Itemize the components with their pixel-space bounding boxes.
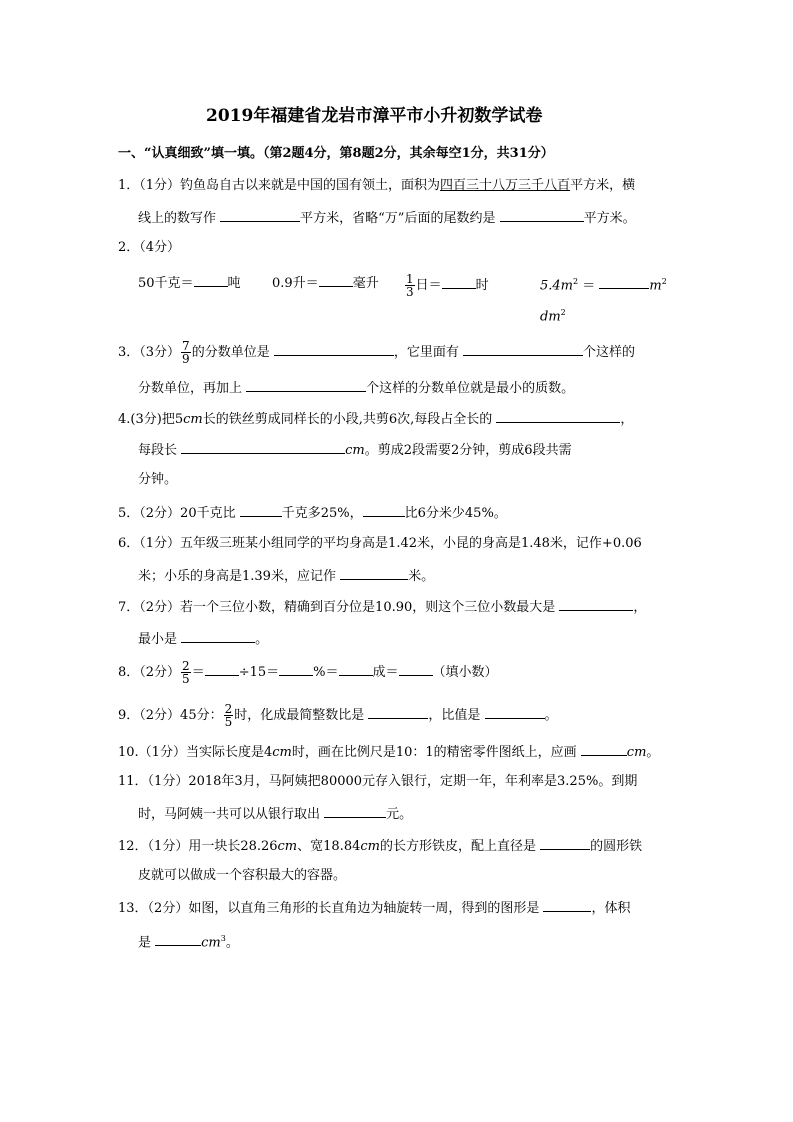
q4-text: 长的铁丝剪成同样长的小段,共剪6次,每段占全长的: [202, 412, 493, 427]
question-8: [118, 660, 498, 685]
q13-unit: cm: [201, 935, 221, 951]
answer-blank[interactable]: [599, 275, 649, 289]
q1-text-a: 1．（1分）钓鱼岛自古以来就是中国的国有领土，面积为: [118, 178, 441, 193]
question-13-line-1: [118, 898, 630, 918]
question-4-line-3: [138, 471, 177, 489]
question-2-part-2: [272, 273, 379, 293]
q10-unit: cm: [272, 745, 292, 760]
question-4-line-1: [118, 409, 633, 429]
q4-text: 每段长: [138, 443, 178, 458]
q8-label: 8．（2分）: [118, 665, 181, 680]
fraction-denominator: 5: [182, 672, 190, 686]
answer-blank[interactable]: [246, 378, 366, 392]
q4-unit: cm: [183, 412, 203, 427]
fraction: [181, 340, 191, 365]
question-13-line-2: [138, 930, 239, 952]
q1-text-d: 平方米，省略“万”后面的尾数约是: [300, 211, 496, 226]
q12-unit: cm: [360, 839, 380, 854]
fraction: [405, 273, 415, 298]
q2-text: ＝: [582, 278, 596, 294]
question-7-line-1: [118, 597, 646, 617]
superscript: 2: [560, 308, 566, 317]
q13-text: 13．（2分）如图，以直角三角形的长直角边为轴旋转一周，得到的图形是: [118, 901, 540, 916]
q3-text: 分数单位，再加上: [138, 381, 243, 396]
answer-blank[interactable]: [155, 932, 201, 946]
q13-text: ，体积: [591, 901, 631, 916]
fraction-denominator: 9: [182, 352, 190, 366]
fraction-numerator: 1: [406, 272, 414, 286]
question-6-line-2: [138, 566, 434, 586]
answer-blank[interactable]: [368, 705, 428, 719]
question-7-line-2: [138, 629, 268, 649]
q8-text: %＝: [313, 665, 339, 680]
q9-text: 。: [544, 708, 558, 723]
question-2-label: 2．（4分）: [118, 240, 181, 255]
question-10: 10.（1分）当实际长度是4cm时，画在比例尺是10：1的精密零件图纸上，应画 cm。: [118, 742, 659, 762]
question-1-line-1: [118, 177, 635, 195]
q9-text: ，比值是: [428, 708, 481, 723]
answer-blank[interactable]: [181, 629, 255, 643]
superscript: 2: [661, 277, 667, 286]
q4-text: ，: [620, 412, 634, 427]
q1-underlined-number: 四百三十八万三千八百: [440, 178, 571, 193]
q2-unit: m: [649, 278, 662, 294]
fraction: [181, 660, 191, 685]
q4-unit: cm: [345, 443, 365, 458]
q3-label: 3．（3分）: [118, 345, 181, 360]
answer-blank[interactable]: [442, 275, 476, 289]
answer-blank[interactable]: [399, 662, 433, 676]
answer-blank[interactable]: [339, 662, 373, 676]
answer-blank[interactable]: [363, 503, 405, 517]
question-5: [118, 503, 507, 523]
q12-text: 的长方形铁皮，配上直径是: [379, 839, 536, 854]
answer-blank[interactable]: [324, 804, 386, 818]
q9-text: 9．（2分）45分：: [118, 708, 223, 723]
question-2-part-1: [138, 273, 241, 293]
q10-text: 10.（1分）当实际长度是4: [118, 745, 273, 760]
q10-text: 时，画在比例尺是10：1的精密零件图纸上，应画: [291, 745, 577, 760]
fraction-denominator: 5: [224, 715, 233, 729]
question-12-line-1: [118, 836, 642, 856]
q4-text: 。剪成2段需要2分钟，剪成6段共需: [364, 443, 572, 458]
q12-text: 、宽18.84: [297, 839, 361, 854]
q12-text: 的圆形铁: [590, 839, 643, 854]
answer-blank[interactable]: [581, 742, 627, 756]
q1-text-c: 线上的数写作: [138, 211, 217, 226]
answer-blank[interactable]: [319, 273, 353, 287]
question-11-line-1: 11．（1分）2018年3月，马阿姨把80000元存入银行，定期一年，年利率是3.25%。到期: [118, 774, 638, 789]
q6-text: 米。: [408, 569, 435, 584]
superscript: 3: [220, 934, 226, 943]
question-6-line-1: 6．（1分）五年级三班某小组同学的平均身高是1.42米，小昆的身高是1.48米，记作+0.06: [118, 536, 642, 551]
answer-blank[interactable]: [205, 662, 239, 676]
question-1-line-2: [138, 208, 636, 228]
answer-blank[interactable]: [194, 273, 228, 287]
q8-text: 成＝: [372, 665, 399, 680]
answer-blank[interactable]: [240, 503, 282, 517]
page-title: 2019年福建省龙岩市漳平市小升初数学试卷: [206, 106, 543, 126]
q2-text: 0.9升＝: [272, 276, 319, 291]
question-2-part-3: [404, 273, 489, 298]
q12-unit: cm: [277, 839, 298, 854]
question-2-part-4-unit: [540, 304, 566, 326]
answer-blank[interactable]: [559, 597, 633, 611]
q1-text-e: 平方米。: [583, 211, 636, 226]
answer-blank[interactable]: [496, 409, 620, 423]
q2-text: 5.4m: [540, 278, 574, 294]
answer-blank[interactable]: [540, 836, 590, 850]
q2-unit: 毫升: [352, 276, 379, 291]
question-4-line-2: [138, 440, 572, 460]
fraction-denominator: 3: [406, 285, 414, 299]
answer-blank[interactable]: [181, 440, 345, 454]
q8-text: ÷15＝: [238, 665, 280, 680]
q13-text: 。: [225, 935, 239, 951]
q2-text: 50千克＝: [138, 276, 194, 291]
q7-text: ，: [633, 600, 647, 615]
section-heading: 一、“认真细致”填一填。（第2题4分，第8题2分，其余每空1分，共31分）: [118, 146, 554, 161]
question-3-line-1: [118, 340, 635, 365]
q1-text-b: 平方米，横: [570, 178, 636, 193]
q9-text: 时，化成最简整数比是: [234, 708, 365, 723]
fraction-numerator: 2: [182, 659, 190, 673]
q2-unit: dm: [540, 309, 561, 325]
answer-blank[interactable]: [340, 566, 408, 580]
answer-blank[interactable]: [485, 705, 545, 719]
question-11-line-2: [138, 804, 412, 824]
superscript: 2: [573, 277, 579, 286]
q4-text: 分钟。: [138, 472, 178, 487]
question-12-line-2: 皮就可以做成一个容积最大的容器。: [138, 868, 347, 883]
q12-text: 12．（1分）用一块长28.26: [118, 839, 278, 854]
q2-text: 日＝: [415, 278, 442, 293]
answer-blank[interactable]: [463, 342, 583, 356]
question-3-line-2: [138, 378, 574, 398]
fraction: [224, 703, 234, 728]
q5-text: 5．（2分）20千克比: [118, 506, 236, 521]
q7-text: 。: [255, 632, 269, 647]
q10-unit: cm: [626, 745, 647, 760]
answer-blank[interactable]: [543, 898, 591, 912]
question-9: [118, 703, 558, 728]
q4-text: 4.(3分)把5: [118, 412, 184, 427]
q13-text: 是: [138, 935, 152, 951]
answer-blank[interactable]: [220, 208, 300, 222]
answer-blank[interactable]: [500, 208, 584, 222]
question-2-part-4: [540, 273, 667, 295]
q5-text: 比6分米少45%。: [404, 506, 507, 521]
q2-unit: 吨: [227, 276, 241, 291]
q3-text: 个这样的分数单位就是最小的质数。: [366, 381, 575, 396]
fraction-numerator: 7: [182, 339, 190, 353]
q8-text: （填小数）: [432, 665, 498, 680]
q3-text: 的分数单位是: [191, 345, 270, 360]
q8-text: ＝: [191, 665, 205, 680]
answer-blank[interactable]: [279, 662, 313, 676]
q11-text: 时，马阿姨一共可以从银行取出: [138, 807, 321, 822]
q2-unit: 时: [475, 278, 489, 293]
answer-blank[interactable]: [274, 342, 394, 356]
q3-text: 个这样的: [583, 345, 636, 360]
q5-text: 千克多25%，: [281, 506, 363, 521]
fraction-numerator: 2: [224, 702, 233, 716]
q3-text: ，它里面有: [393, 345, 459, 360]
q6-text: 米；小乐的身高是1.39米，应记作: [138, 569, 336, 584]
q7-text: 最小是: [138, 632, 178, 647]
q11-text: 元。: [386, 807, 413, 822]
q7-text: 7．（2分）若一个三位小数，精确到百分位是10.90，则这个三位小数最大是: [118, 600, 556, 615]
